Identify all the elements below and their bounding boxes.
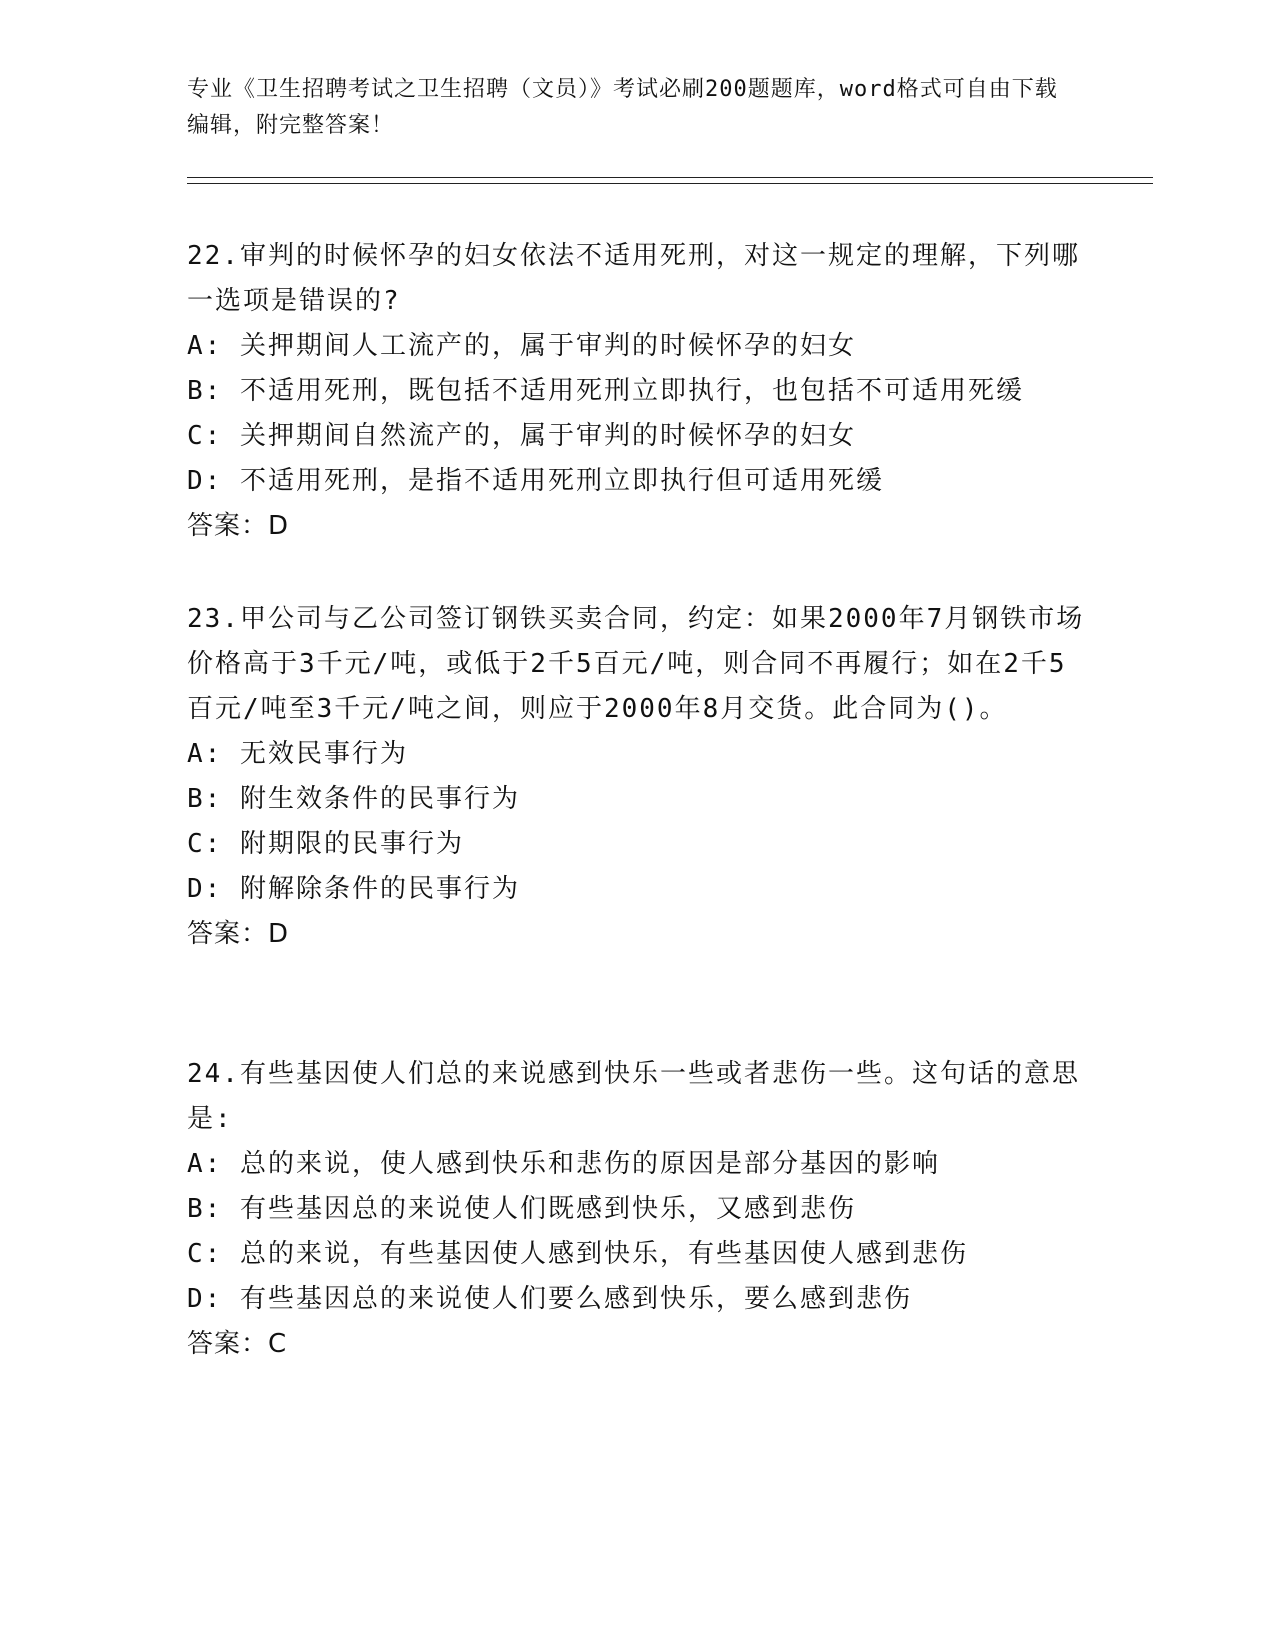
header-divider — [187, 177, 1153, 184]
option-b: B: 附生效条件的民事行为 — [187, 784, 520, 814]
option-c: C: 附期限的民事行为 — [187, 829, 464, 859]
option-d: D: 有些基因总的来说使人们要么感到快乐，要么感到悲伤 — [187, 1284, 912, 1314]
question-stem: 23.甲公司与乙公司签订钢铁买卖合同，约定：如果2000年7月钢铁市场价格高于3千元/吨，或低于2千5百元/吨，则合同不再履行；如在2千5百元/吨至3千元/吨之间，则应于2000年8月交货。此合同为()。 — [187, 604, 1085, 724]
option-a: A: 总的来说，使人感到快乐和悲伤的原因是部分基因的影响 — [187, 1149, 940, 1179]
answer-line: 答案：D — [187, 919, 290, 949]
option-b: B: 有些基因总的来说使人们既感到快乐，又感到悲伤 — [187, 1194, 856, 1224]
question-stem: 22.审判的时候怀孕的妇女依法不适用死刑，对这一规定的理解，下列哪一选项是错误的? — [187, 241, 1080, 316]
option-d: D: 不适用死刑，是指不适用死刑立即执行但可适用死缓 — [187, 466, 884, 496]
option-a: A: 关押期间人工流产的，属于审判的时候怀孕的妇女 — [187, 331, 856, 361]
question-block — [187, 1052, 1087, 1367]
question-block — [187, 234, 1087, 549]
option-c: C: 关押期间自然流产的，属于审判的时候怀孕的妇女 — [187, 421, 856, 451]
option-d: D: 附解除条件的民事行为 — [187, 874, 520, 904]
answer-line: 答案：C — [187, 1329, 288, 1359]
option-c: C: 总的来说，有些基因使人感到快乐，有些基因使人感到悲伤 — [187, 1239, 968, 1269]
document-header: 专业《卫生招聘考试之卫生招聘（文员）》考试必刷200题题库，word格式可自由下载编辑，附完整答案！ — [187, 77, 1058, 138]
option-a: A: 无效民事行为 — [187, 739, 408, 769]
answer-line: 答案：D — [187, 511, 290, 541]
question-block — [187, 597, 1087, 957]
option-b: B: 不适用死刑，既包括不适用死刑立即执行，也包括不可适用死缓 — [187, 376, 1024, 406]
question-stem: 24.有些基因使人们总的来说感到快乐一些或者悲伤一些。这句话的意思是: — [187, 1059, 1080, 1134]
